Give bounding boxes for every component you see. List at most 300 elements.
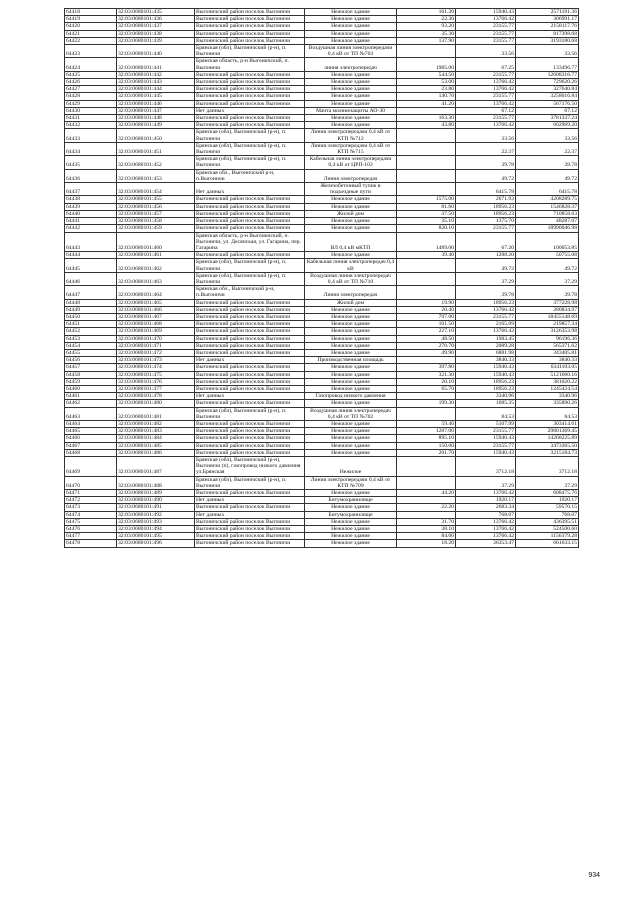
area-cell: 797.00 (397, 313, 456, 320)
area-cell (397, 129, 456, 142)
area-cell (397, 476, 456, 489)
row-number-cell: 64470 (65, 476, 117, 489)
row-number-cell: 64440 (65, 210, 117, 217)
address-cell: Выгоничский район поселок Выгоничи (195, 342, 305, 349)
value-cell: 524500.60 (516, 526, 579, 533)
table-row (65, 218, 579, 225)
address-cell: Выгоничский район поселок Выгоничи (195, 335, 305, 342)
row-number-cell: 64450 (65, 313, 117, 320)
cadastral-number-cell: 32:03:0680101:476 (117, 378, 195, 385)
address-cell: Выгоничский район поселок Выгоничи (195, 203, 305, 210)
cadastral-number-cell: 32:03:0680101:483 (117, 428, 195, 435)
table-row (65, 442, 579, 449)
rate-cell: 67.12 (456, 107, 516, 114)
row-number-cell: 64443 (65, 232, 117, 252)
rate-cell: 49.72 (456, 169, 516, 182)
object-name-cell: Кабельная линия электропередачи 0,4 кВ от ЦРП-103 (305, 156, 397, 169)
cadastral-number-cell: 32:03:0680101:460 (117, 232, 195, 252)
cadastral-number-cell: 32:03:0680101:489 (117, 490, 195, 497)
row-number-cell: 64445 (65, 259, 117, 272)
object-name-cell: Нежилое здание (305, 225, 397, 232)
value-cell: 37.29 (516, 272, 579, 285)
row-number-cell: 64464 (65, 420, 117, 427)
table-row (65, 504, 579, 511)
area-cell: 321.30 (397, 371, 456, 378)
object-name-cell: Газопровод низкого давления (305, 393, 397, 400)
area-cell: 81.60 (397, 203, 456, 210)
cadastral-number-cell: 32:03:0680101:496 (117, 540, 195, 547)
address-cell: Выгоничский район поселок Выгоничи (195, 435, 305, 442)
area-cell: 31.70 (397, 518, 456, 525)
rate-cell: 33.56 (456, 45, 516, 58)
table-row (65, 306, 579, 313)
address-cell: Выгоничский район поселок Выгоничи (195, 252, 305, 259)
rate-cell: 67.25 (456, 58, 516, 71)
rate-cell: 1920.17 (456, 497, 516, 504)
rate-cell: 13766.42 (456, 526, 516, 533)
row-number-cell: 64446 (65, 272, 117, 285)
value-cell: 608475.76 (516, 490, 579, 497)
area-cell: 1575.00 (397, 196, 456, 203)
cadastral-number-cell: 32:03:0680101:473 (117, 357, 195, 364)
address-cell: Выгоничский район поселок Выгоничи (195, 122, 305, 129)
rate-cell: 23155.77 (456, 71, 516, 78)
area-cell: 53.00 (397, 79, 456, 86)
value-cell: 565371.62 (516, 342, 579, 349)
area-cell: 43.80 (397, 122, 456, 129)
rate-cell: 1983.45 (456, 335, 516, 342)
area-cell (397, 286, 456, 299)
address-cell: Выгоничский район поселок Выгоничи (195, 86, 305, 93)
area-cell: 895.10 (397, 435, 456, 442)
value-cell: 3258016.84 (516, 93, 579, 100)
row-number-cell: 64458 (65, 371, 117, 378)
rate-cell: 23155.77 (456, 428, 516, 435)
rate-cell: 23155.77 (456, 313, 516, 320)
table-row (65, 58, 579, 71)
object-name-cell: Линия электропередачи 0,4 кВ от КТП №715 (305, 142, 397, 155)
row-number-cell: 64436 (65, 169, 117, 182)
cadastral-number-cell: 32:03:0680101:490 (117, 497, 195, 504)
table-row (65, 30, 579, 37)
row-number-cell: 64447 (65, 286, 117, 299)
rate-cell: 23155.77 (456, 225, 516, 232)
row-number-cell: 64457 (65, 364, 117, 371)
cadastral-number-cell: 32:03:0680101:455 (117, 196, 195, 203)
value-cell: 1920.17 (516, 497, 579, 504)
cadastral-number-cell: 32:03:0680101:441 (117, 58, 195, 71)
area-cell: 19.90 (397, 299, 456, 306)
rate-cell: 18956.23 (456, 210, 516, 217)
cadastral-number-cell: 32:03:0680101:468 (117, 321, 195, 328)
cadastral-number-cell: 32:03:0680101:488 (117, 476, 195, 489)
value-cell: 1156379.28 (516, 533, 579, 540)
row-number-cell: 64438 (65, 196, 117, 203)
value-cell: 377228.98 (516, 299, 579, 306)
cadastral-number-cell: 32:03:0680101:474 (117, 364, 195, 371)
address-cell: Выгоничский район поселок Выгоничи (195, 490, 305, 497)
value-cell: 280834.97 (516, 306, 579, 313)
row-number-cell: 64420 (65, 23, 117, 30)
rate-cell: 23155.77 (456, 23, 516, 30)
rate-cell: 39.78 (456, 286, 516, 299)
area-cell: 49.90 (397, 349, 456, 356)
object-name-cell: Воздушная линия электропередач 0,4 кВ от ТП №702 (305, 407, 397, 420)
object-name-cell: Линия электропередачи 0,4 кВ от КТП №709 (305, 476, 397, 489)
value-cell: 710858.63 (516, 210, 579, 217)
table-row (65, 16, 579, 23)
object-name-cell: Линия электропередачи 0,4 кВ от КТП №712 (305, 129, 397, 142)
rate-cell: 3840.33 (456, 357, 516, 364)
object-name-cell: Нежилое здание (305, 306, 397, 313)
row-number-cell: 64430 (65, 107, 117, 114)
cadastral-number-cell: 32:03:0680101:457 (117, 210, 195, 217)
address-cell: Выгоничский район поселок Выгоничи (195, 299, 305, 306)
value-cell: 49.72 (516, 259, 579, 272)
table-row (65, 328, 579, 335)
area-cell: 140.70 (397, 93, 456, 100)
address-cell: Выгоничский район поселок Выгоничи (195, 313, 305, 320)
rate-cell: 37.29 (456, 272, 516, 285)
address-cell: Выгоничский район поселок Выгоничи (195, 371, 305, 378)
cadastral-number-cell: 32:03:0680101:480 (117, 400, 195, 407)
address-cell: Выгоничский район поселок Выгоничи (195, 210, 305, 217)
rate-cell: 3712.18 (456, 457, 516, 477)
table-row (65, 449, 579, 456)
table-row (65, 457, 579, 477)
row-number-cell: 64421 (65, 30, 117, 37)
row-number-cell: 64451 (65, 321, 117, 328)
value-cell: 84.53 (516, 407, 579, 420)
object-name-cell: Железобетонный тупик в подъездные пути (305, 183, 397, 196)
rate-cell: 1375.70 (456, 218, 516, 225)
table-row (65, 321, 579, 328)
value-cell: 3193180.68 (516, 37, 579, 44)
rate-cell: 1288.20 (456, 252, 516, 259)
row-number-cell: 64472 (65, 497, 117, 504)
table-row (65, 156, 579, 169)
row-number-cell: 64422 (65, 37, 117, 44)
row-number-cell: 64466 (65, 435, 117, 442)
rate-cell: 49.72 (456, 259, 516, 272)
area-cell: 1489.00 (397, 232, 456, 252)
table-row (65, 169, 579, 182)
table-row (65, 476, 579, 489)
object-name-cell: Нежилое здание (305, 385, 397, 392)
cadastral-number-cell: 32:03:0680101:456 (117, 203, 195, 210)
area-cell (397, 393, 456, 400)
object-name-cell: Нежилое здание (305, 93, 397, 100)
rate-cell: 6881.98 (456, 349, 516, 356)
object-name-cell: Воздушная линия электропередачи 0,4 кВ от ТП №703 (305, 45, 397, 58)
rate-cell: 22.37 (456, 142, 516, 155)
table-row (65, 428, 579, 435)
area-cell (397, 511, 456, 518)
rate-cell: 2165.09 (456, 321, 516, 328)
table-row (65, 129, 579, 142)
table-row (65, 225, 579, 232)
value-cell: 602969.20 (516, 122, 579, 129)
table-row (65, 259, 579, 272)
table-row (65, 299, 579, 306)
rate-cell: 23155.77 (456, 115, 516, 122)
value-cell: 729620.26 (516, 79, 579, 86)
rate-cell: 18956.23 (456, 378, 516, 385)
value-cell: 37.29 (516, 476, 579, 489)
cadastral-number-cell: 32:03:0680101:438 (117, 30, 195, 37)
value-cell: 2158117.76 (516, 23, 579, 30)
value-cell: 6341103.05 (516, 364, 579, 371)
cadastral-number-cell: 32:03:0680101:494 (117, 526, 195, 533)
object-name-cell: Нежилое здание (305, 364, 397, 371)
value-cell: 1546828.37 (516, 203, 579, 210)
value-cell: 3712.18 (516, 457, 579, 477)
cadastral-number-cell: 32:03:0680101:477 (117, 385, 195, 392)
row-number-cell: 64437 (65, 183, 117, 196)
area-cell: 150.00 (397, 442, 456, 449)
rate-cell: 13766.42 (456, 122, 516, 129)
cadastral-number-cell: 32:03:0680101:495 (117, 533, 195, 540)
object-name-cell: Нежилое здание (305, 449, 397, 456)
rate-cell: 15940.43 (456, 364, 516, 371)
row-number-cell: 64452 (65, 328, 117, 335)
value-cell: 14268225.89 (516, 435, 579, 442)
row-number-cell: 64423 (65, 45, 117, 58)
address-cell: Выгоничский район поселок Выгоничи (195, 16, 305, 23)
table-row (65, 393, 579, 400)
cadastral-number-cell: 32:03:0680101:482 (117, 420, 195, 427)
area-cell (397, 169, 456, 182)
rate-cell: 36353.47 (456, 540, 516, 547)
cadastral-number-cell: 32:03:0680101:491 (117, 504, 195, 511)
address-cell: Выгоничский район поселок Выгоничи (195, 442, 305, 449)
value-cell: 49.72 (516, 169, 579, 182)
area-cell (397, 156, 456, 169)
area-cell: 101.50 (397, 321, 456, 328)
cadastral-number-cell: 32:03:0680101:462 (117, 259, 195, 272)
rate-cell: 23155.77 (456, 93, 516, 100)
rate-cell: 13766.42 (456, 533, 516, 540)
row-number-cell: 64476 (65, 526, 117, 533)
value-cell: 48287.07 (516, 218, 579, 225)
rate-cell: 15940.43 (456, 9, 516, 16)
rate-cell: 2671.93 (456, 196, 516, 203)
address-cell: Выгоничский район поселок Выгоничи (195, 400, 305, 407)
address-cell: Выгоничский район поселок Выгоничи (195, 321, 305, 328)
area-cell: 84.00 (397, 533, 456, 540)
rate-cell: 37.29 (456, 476, 516, 489)
area-cell (397, 357, 456, 364)
row-number-cell: 64442 (65, 225, 117, 232)
address-cell: Нет данных (195, 107, 305, 114)
row-number-cell: 64431 (65, 115, 117, 122)
address-cell: Брянская обл., Выгоничский р-н, п.Выгоничи (195, 169, 305, 182)
table-row (65, 286, 579, 299)
rate-cell: 5107.99 (456, 420, 516, 427)
area-cell: 20.10 (397, 378, 456, 385)
cadastral-number-cell: 32:03:0680101:469 (117, 328, 195, 335)
area-cell: 35.10 (397, 218, 456, 225)
row-number-cell: 64471 (65, 490, 117, 497)
object-name-cell: Нежилое здание (305, 435, 397, 442)
area-cell: 23.80 (397, 86, 456, 93)
row-number-cell: 64475 (65, 518, 117, 525)
cadastral-number-cell: 32:03:0680101:445 (117, 93, 195, 100)
cadastral-number-cell: 32:03:0680101:492 (117, 511, 195, 518)
rate-cell: 13766.42 (456, 100, 516, 107)
table-row (65, 342, 579, 349)
rate-cell: 15940.43 (456, 435, 516, 442)
address-cell: Выгоничский район поселок Выгоничи (195, 449, 305, 456)
rate-cell: 1685.35 (456, 400, 516, 407)
table-row (65, 518, 579, 525)
value-cell: 2571191.36 (516, 9, 579, 16)
value-cell: 96196.36 (516, 335, 579, 342)
row-number-cell: 64449 (65, 306, 117, 313)
area-cell (397, 272, 456, 285)
cadastral-number-cell: 32:03:0680101:475 (117, 371, 195, 378)
cadastral-number-cell: 32:03:0680101:481 (117, 407, 195, 420)
row-number-cell: 64454 (65, 342, 117, 349)
row-number-cell: 64435 (65, 156, 117, 169)
value-cell: 33.56 (516, 129, 579, 142)
property-table (64, 8, 579, 548)
row-number-cell: 64474 (65, 511, 117, 518)
area-cell (397, 142, 456, 155)
cadastral-number-cell: 32:03:0680101:435 (117, 9, 195, 16)
area-cell (397, 407, 456, 420)
cadastral-number-cell: 32:03:0680101:484 (117, 435, 195, 442)
row-number-cell: 64469 (65, 457, 117, 477)
row-number-cell: 64459 (65, 378, 117, 385)
object-name-cell: Битумохранилище (305, 497, 397, 504)
cadastral-number-cell: 32:03:0680101:440 (117, 45, 195, 58)
row-number-cell: 64427 (65, 86, 117, 93)
object-name-cell: Нежилое здание (305, 504, 397, 511)
area-cell (397, 497, 456, 504)
address-cell: Выгоничский район поселок Выгоничи (195, 225, 305, 232)
rate-cell: 15940.43 (456, 371, 516, 378)
value-cell: 3473365.50 (516, 442, 579, 449)
rate-cell: 6415.78 (456, 183, 516, 196)
row-number-cell: 64456 (65, 357, 117, 364)
area-cell: 35.30 (397, 30, 456, 37)
cadastral-number-cell: 32:03:0680101:436 (117, 16, 195, 23)
rate-cell: 67.20 (456, 232, 516, 252)
object-name-cell: ВЛ 0,4 кВ мКТП (305, 232, 397, 252)
area-cell: 199.30 (397, 400, 456, 407)
area-cell: 44.20 (397, 490, 456, 497)
table-row (65, 252, 579, 259)
row-number-cell: 64428 (65, 93, 117, 100)
table-row (65, 435, 579, 442)
table-row (65, 122, 579, 129)
address-cell: Выгоничский район поселок Выгоничи (195, 23, 305, 30)
rate-cell: 23155.77 (456, 37, 516, 44)
row-number-cell: 64444 (65, 252, 117, 259)
address-cell: Нет данных (195, 393, 305, 400)
address-cell: Выгоничский район поселок Выгоничи (195, 378, 305, 385)
area-cell: 37.50 (397, 210, 456, 217)
object-name-cell: Нежилое здание (305, 313, 397, 320)
rate-cell: 13766.42 (456, 79, 516, 86)
value-cell: 219857.34 (516, 321, 579, 328)
row-number-cell: 64455 (65, 349, 117, 356)
object-name-cell: Нежилое здание (305, 428, 397, 435)
row-number-cell: 64448 (65, 299, 117, 306)
area-cell: 397.80 (397, 364, 456, 371)
area-cell: 1985.00 (397, 58, 456, 71)
row-number-cell: 64461 (65, 393, 117, 400)
object-name-cell: Нежилое здание (305, 442, 397, 449)
area-cell (397, 183, 456, 196)
area-cell: 18.20 (397, 540, 456, 547)
cadastral-number-cell: 32:03:0680101:467 (117, 313, 195, 320)
object-name-cell: Нежилое здание (305, 400, 397, 407)
table-row (65, 100, 579, 107)
value-cell: 50755.08 (516, 252, 579, 259)
object-name-cell: Нежилое здание (305, 540, 397, 547)
value-cell: 3215184.73 (516, 449, 579, 456)
table-row (65, 497, 579, 504)
table-row (65, 490, 579, 497)
area-cell: 227.10 (397, 328, 456, 335)
address-cell: Выгоничский район поселок Выгоничи (195, 420, 305, 427)
area-cell: 1287.00 (397, 428, 456, 435)
table-row (65, 420, 579, 427)
value-cell: 6415.78 (516, 183, 579, 196)
cadastral-number-cell: 32:03:0680101:452 (117, 156, 195, 169)
cadastral-number-cell: 32:03:0680101:444 (117, 86, 195, 93)
rate-cell: 3340.96 (456, 393, 516, 400)
row-number-cell: 64418 (65, 9, 117, 16)
object-name-cell: Нежилое здание (305, 100, 397, 107)
object-name-cell: Нежилое здание (305, 122, 397, 129)
object-name-cell: Нежилое здание (305, 328, 397, 335)
address-cell: Выгоничский район поселок Выгоничи (195, 518, 305, 525)
table-row (65, 183, 579, 196)
cadastral-number-cell: 32:03:0680101:447 (117, 107, 195, 114)
table-row (65, 23, 579, 30)
table-row (65, 335, 579, 342)
value-cell: 39.78 (516, 156, 579, 169)
table-row (65, 86, 579, 93)
object-name-cell: линия электропередач (305, 58, 397, 71)
address-cell: Выгоничский район поселок Выгоничи (195, 526, 305, 533)
rate-cell: 39.78 (456, 156, 516, 169)
address-cell: Нет данных (195, 357, 305, 364)
object-name-cell: Битумохранилище (305, 511, 397, 518)
address-cell: Выгоничский район поселок Выгоничи (195, 71, 305, 78)
object-name-cell: Жилой дом (305, 210, 397, 217)
row-number-cell: 64453 (65, 335, 117, 342)
table-row (65, 45, 579, 58)
cadastral-number-cell: 32:03:0680101:487 (117, 457, 195, 477)
cadastral-number-cell: 32:03:0680101:443 (117, 79, 195, 86)
object-name-cell: Нежилое здание (305, 23, 397, 30)
table-row (65, 385, 579, 392)
cadastral-number-cell: 32:03:0680101:466 (117, 306, 195, 313)
address-cell: Выгоничский район поселок Выгоничи (195, 428, 305, 435)
row-number-cell: 64473 (65, 504, 117, 511)
cadastral-number-cell: 32:03:0680101:449 (117, 122, 195, 129)
area-cell (397, 45, 456, 58)
table-row (65, 196, 579, 203)
rate-cell: 23155.77 (456, 30, 516, 37)
table-row (65, 533, 579, 540)
value-cell: 39.78 (516, 286, 579, 299)
object-name-cell: Нежилое здание (305, 378, 397, 385)
